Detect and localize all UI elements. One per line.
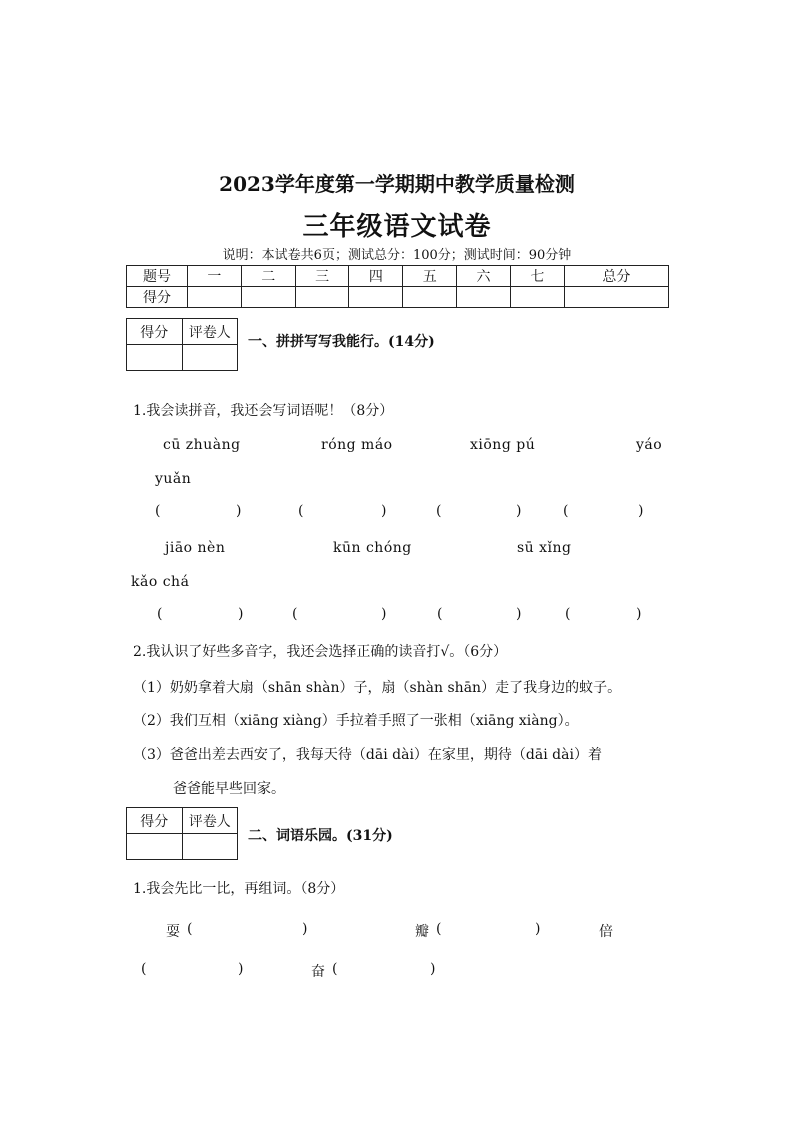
score-cell[interactable] [564,287,668,308]
pinyin-item: yáo [636,437,663,453]
score-cell[interactable] [349,287,403,308]
pinyin-item: yuǎn [155,471,192,487]
table-cell: 题号 [127,266,188,287]
paren-open: ( [437,606,443,622]
answer-blank[interactable] [200,918,298,940]
table-cell: 五 [403,266,457,287]
paren-open: ( [436,921,442,937]
answer-blank[interactable] [154,958,234,980]
paren-open: ( [187,921,193,937]
paren-open: ( [298,503,304,519]
grader-score-cell[interactable] [127,834,183,860]
score-cell[interactable] [188,287,242,308]
compare-char: 瓣 [415,924,429,940]
grader-reviewer-label: 评卷人 [182,808,238,834]
paren-open: ( [436,503,442,519]
pinyin-item: kǎo chá [131,574,190,590]
paren-open: ( [332,961,338,977]
score-table [126,265,669,308]
paren-close: ) [238,961,244,977]
compare-char: 耍 [166,924,180,940]
paren-close: ) [430,961,436,977]
grader-reviewer-cell[interactable] [182,345,238,371]
answer-blank[interactable] [450,603,514,625]
answer-blank[interactable] [449,918,531,940]
score-table-score-row [127,287,669,308]
grader-reviewer-cell[interactable] [182,834,238,860]
grader-score-cell[interactable] [127,345,183,371]
exam-title: 2023学年度第一学期期中教学质量检测 [219,172,575,196]
table-cell: 总分 [564,266,668,287]
grader-box-1 [126,318,238,371]
table-cell: 二 [241,266,295,287]
table-cell: 一 [188,266,242,287]
paren-open: ( [292,606,298,622]
table-cell: 六 [457,266,511,287]
exam-subtitle: 三年级语文试卷 [302,212,492,242]
exam-instructions: 说明：本试卷共6页；测试总分：100分；测试时间：90分钟 [222,248,572,263]
paren-open: ( [563,503,569,519]
answer-blank[interactable] [311,500,379,522]
paren-close: ) [638,503,644,519]
paren-close: ) [302,921,308,937]
table-cell: 三 [295,266,349,287]
grader-score-label: 得分 [127,808,183,834]
compare-char: 倍 [599,924,613,940]
q2-item-continuation: 爸爸能早些回家。 [173,781,285,797]
table-cell: 七 [510,266,564,287]
score-table-header-row [127,266,669,287]
section1-heading: 一、拼拼写写我能行。(14分) [248,334,435,350]
table-cell: 得分 [127,287,188,308]
answer-blank[interactable] [449,500,513,522]
grader-box-2 [126,807,238,860]
q2-prompt: 2.我认识了好些多音字，我还会选择正确的读音打√。（6分） [133,644,508,660]
answer-blank[interactable] [576,500,636,522]
paren-close: ) [238,606,244,622]
paren-open: ( [157,606,163,622]
score-cell[interactable] [510,287,564,308]
paren-close: ) [236,503,242,519]
q2-item[interactable]: （3）爸爸出差去西安了，我每天待（dāi dài）在家里，期待（dāi dài）着 [133,747,602,763]
paren-close: ) [535,921,541,937]
pinyin-item: kūn chóng [333,540,412,556]
grader-reviewer-label: 评卷人 [182,319,238,345]
pinyin-item: cū zhuàng [163,437,241,453]
grader-score-label: 得分 [127,319,183,345]
pinyin-item: jiāo nèn [165,540,226,556]
pinyin-item: sū xǐng [517,540,572,556]
compare-char: 奋 [311,964,325,980]
q2-item[interactable]: （2）我们互相（xiāng xiàng）手拉着手照了一张相（xiāng xiàng）。 [133,713,579,729]
answer-blank[interactable] [305,603,379,625]
table-cell: 四 [349,266,403,287]
score-cell[interactable] [457,287,511,308]
score-cell[interactable] [403,287,457,308]
paren-open: ( [565,606,571,622]
pinyin-item: róng máo [321,437,393,453]
score-cell[interactable] [295,287,349,308]
section2-heading: 二、词语乐园。(31分) [248,828,393,844]
answer-blank[interactable] [345,958,427,980]
answer-blank[interactable] [170,603,236,625]
answer-blank[interactable] [578,603,634,625]
score-cell[interactable] [241,287,295,308]
paren-close: ) [516,503,522,519]
paren-close: ) [636,606,642,622]
answer-blank[interactable] [168,500,234,522]
q2-item[interactable]: （1）奶奶拿着大扇（shān shàn）子，扇（shàn shān）走了我身边的蚊子。 [133,680,622,696]
paren-open: ( [141,961,147,977]
paren-close: ) [381,606,387,622]
q1-prompt: 1.我会读拼音，我还会写词语呢！（8分） [133,403,394,419]
paren-close: ) [381,503,387,519]
paren-open: ( [155,503,161,519]
paren-close: ) [516,606,522,622]
pinyin-item: xiōng pú [470,437,536,453]
s2-q1-prompt: 1.我会先比一比，再组词。（8分） [133,881,345,897]
